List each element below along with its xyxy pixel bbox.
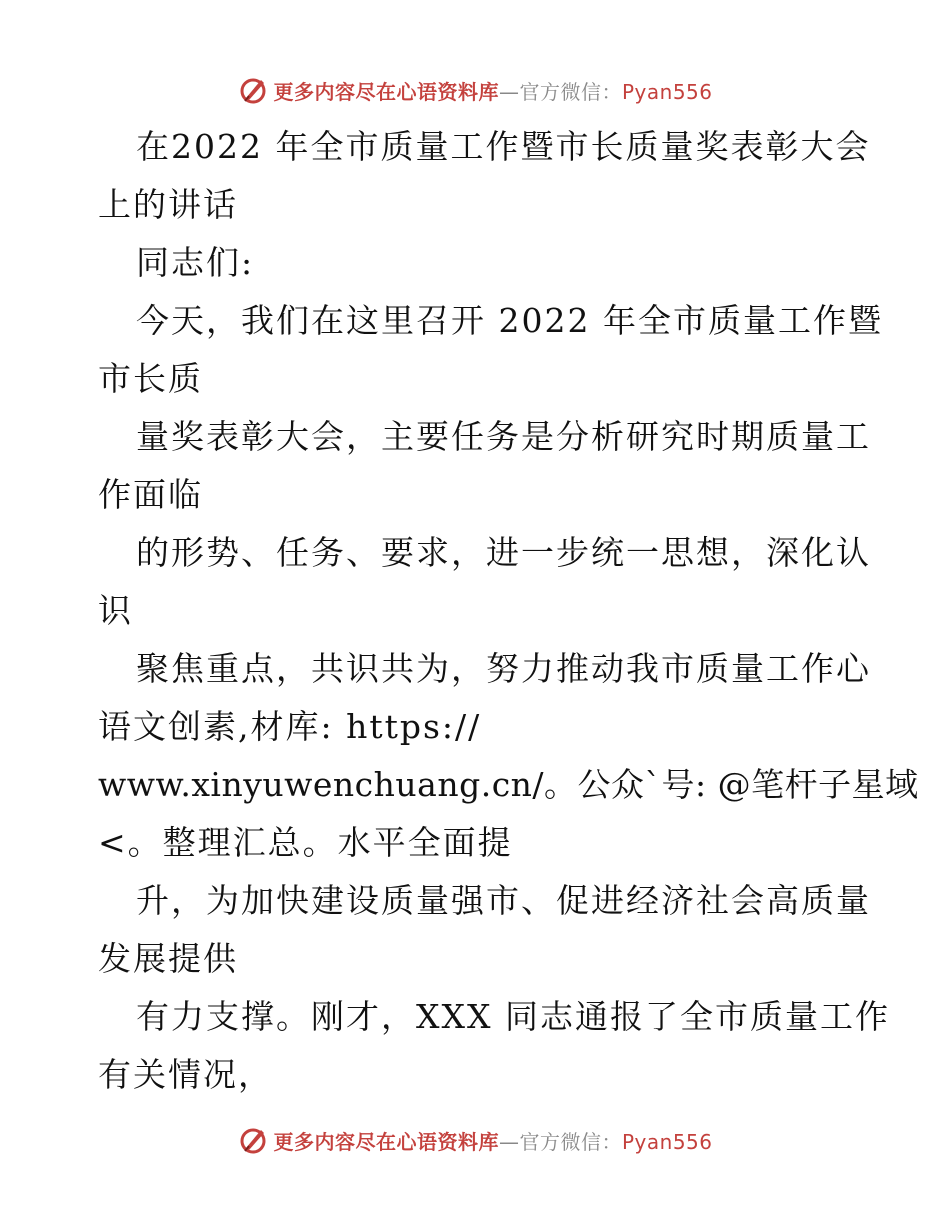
body-line: 识 — [98, 591, 133, 630]
body-line: 作面临 — [98, 475, 203, 514]
footer-banner-text — [273, 1126, 712, 1155]
body-line: 语文创素,材库: https:// — [98, 707, 482, 746]
banner-wechat-id: Pyan556 — [621, 1129, 713, 1154]
banner-separator: — — [498, 79, 520, 104]
document-body — [98, 118, 919, 1104]
quill-logo-icon — [237, 1124, 269, 1156]
body-line: 的形势、任务、要求，进一步统一思想，深化认 — [136, 533, 871, 572]
banner-separator: — — [498, 1129, 520, 1154]
body-line: 发展提供 — [98, 939, 238, 978]
title-line-1: 在2022 年全市质量工作暨市长质量奖表彰大会 — [136, 127, 871, 166]
banner-main-text: 更多内容尽在心语资料库 — [273, 1129, 499, 1154]
body-line: 今天，我们在这里召开 2022 年全市质量工作暨 — [136, 301, 883, 340]
footer-banner — [0, 1120, 950, 1160]
body-line: <。整理汇总。水平全面提 — [98, 823, 513, 862]
body-line: www.xinyuwenchuang.cn/。公众`号: @笔杆子星域 — [98, 765, 919, 804]
body-line: 市长质 — [98, 359, 203, 398]
banner-wechat-label: 官方微信： — [519, 1129, 622, 1154]
banner-wechat-id: Pyan556 — [621, 79, 713, 104]
quill-logo-icon — [237, 74, 269, 106]
banner-wechat-label: 官方微信： — [519, 79, 622, 104]
banner-main-text: 更多内容尽在心语资料库 — [273, 79, 499, 104]
header-banner — [0, 70, 950, 110]
body-line: 有关情况， — [98, 1055, 273, 1094]
body-line: 聚焦重点，共识共为，努力推动我市质量工作心 — [136, 649, 871, 688]
body-line: 有力支撑。刚才，XXX 同志通报了全市质量工作 — [136, 997, 890, 1036]
body-line: 量奖表彰大会，主要任务是分析研究时期质量工 — [136, 417, 871, 456]
title-line-2: 上的讲话 — [98, 185, 238, 224]
body-line: 升，为加快建设质量强市、促进经济社会高质量 — [136, 881, 871, 920]
salutation: 同志们: — [136, 243, 255, 282]
header-banner-text — [273, 76, 712, 105]
